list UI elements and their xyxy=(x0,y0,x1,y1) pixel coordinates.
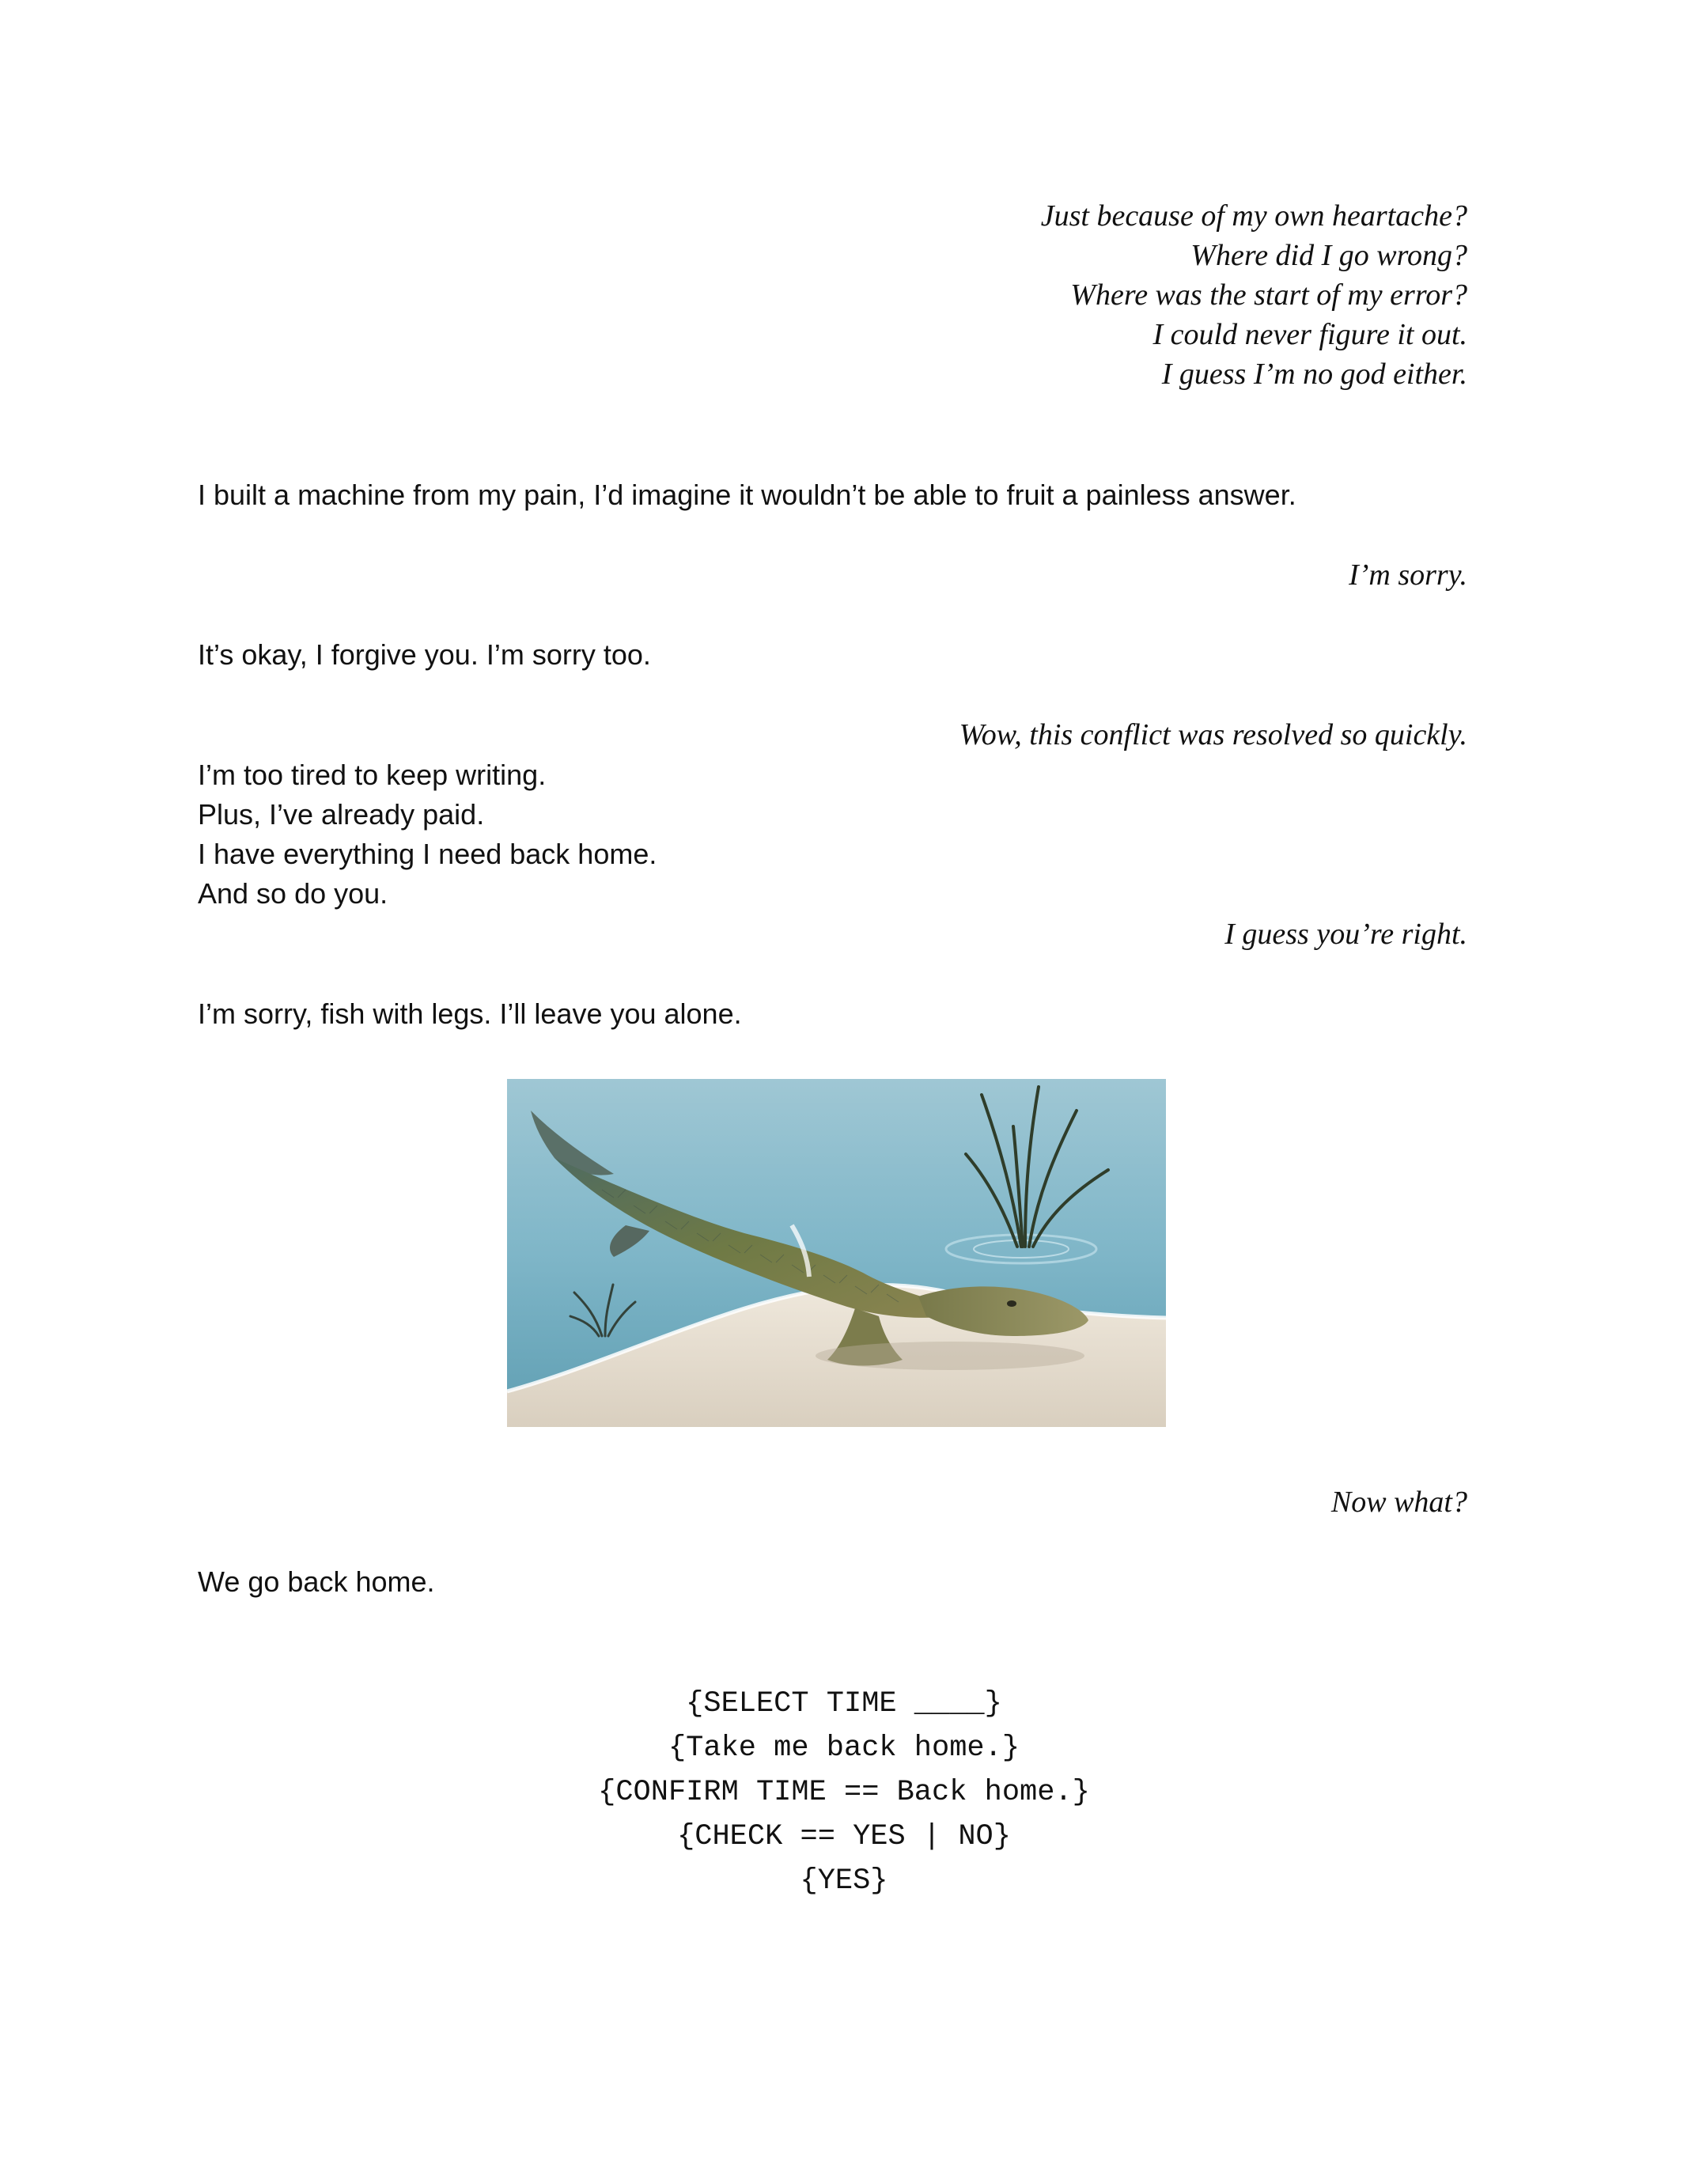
reply-line: Wow, this conflict was resolved so quickly. xyxy=(959,718,1467,751)
code-line: {CONFIRM TIME == Back home.} xyxy=(598,1776,1090,1809)
reply-line: I’m sorry. xyxy=(1349,558,1467,592)
prose-line: And so do you. xyxy=(198,877,388,910)
poem-line: Where did I go wrong? xyxy=(1190,239,1467,272)
code-line: {Take me back home.} xyxy=(668,1732,1020,1765)
prose-line: It’s okay, I forgive you. I’m sorry too. xyxy=(198,638,651,671)
prose-line: I’m sorry, fish with legs. I’ll leave you alone. xyxy=(198,997,742,1030)
code-line: {CHECK == YES | NO} xyxy=(677,1820,1011,1853)
poem-line: I guess I’m no god either. xyxy=(1161,358,1467,391)
poem-line: Where was the start of my error? xyxy=(1070,278,1467,312)
reply-line: Now what? xyxy=(1330,1486,1467,1519)
prose-line: We go back home. xyxy=(198,1565,435,1598)
code-line: {SELECT TIME ____} xyxy=(686,1687,1002,1720)
prose-line: Plus, I’ve already paid. xyxy=(198,798,485,831)
prose-line: I’m too tired to keep writing. xyxy=(198,759,547,791)
poem-line: Just because of my own heartache? xyxy=(1040,199,1467,233)
code-line: {YES} xyxy=(800,1864,888,1898)
fish-with-legs-illustration xyxy=(507,1079,1166,1427)
prose-line: I have everything I need back home. xyxy=(198,838,657,870)
prose-line: I built a machine from my pain, I’d imagine it wouldn’t be able to fruit a painless answer. xyxy=(198,479,1296,511)
reply-line: I guess you’re right. xyxy=(1224,918,1467,951)
poem-line: I could never figure it out. xyxy=(1152,318,1467,351)
